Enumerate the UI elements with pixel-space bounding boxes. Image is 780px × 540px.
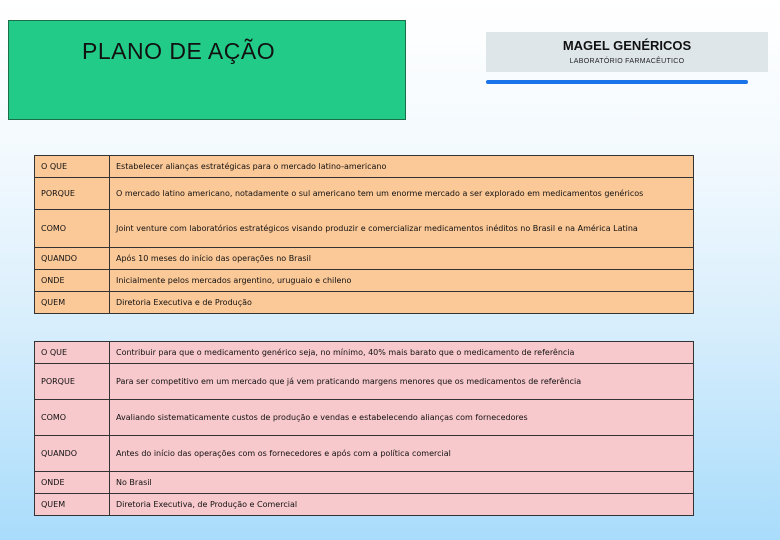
table-row [35, 156, 694, 178]
row-key: COMO [35, 210, 110, 248]
brand-header [486, 32, 768, 72]
action-plan-table-2 [34, 341, 694, 516]
table-row [35, 292, 694, 314]
row-value: Avaliando sistematicamente custos de produção e vendas e estabelecendo alianças com fornecedores [110, 400, 694, 436]
row-value: No Brasil [110, 472, 694, 494]
row-key: QUEM [35, 292, 110, 314]
title-box [8, 20, 406, 120]
row-key: QUEM [35, 494, 110, 516]
row-key: COMO [35, 400, 110, 436]
row-key: O QUE [35, 156, 110, 178]
table-row [35, 210, 694, 248]
row-value: O mercado latino americano, notadamente o sul americano tem um enorme mercado a ser explorado em medicamentos genéricos [110, 178, 694, 210]
table-row [35, 400, 694, 436]
row-key: PORQUE [35, 178, 110, 210]
row-value: Inicialmente pelos mercados argentino, uruguaio e chileno [110, 270, 694, 292]
table-row [35, 472, 694, 494]
page-title: PLANO DE AÇÃO [82, 38, 276, 64]
row-value: Diretoria Executiva e de Produção [110, 292, 694, 314]
row-key: PORQUE [35, 364, 110, 400]
table-row [35, 494, 694, 516]
brand-name: MAGEL GENÉRICOS [562, 38, 692, 53]
table-row [35, 364, 694, 400]
row-value: Antes do início das operações com os fornecedores e após com a política comercial [110, 436, 694, 472]
action-plan-table-1 [34, 155, 694, 314]
row-key: ONDE [35, 270, 110, 292]
table-row [35, 436, 694, 472]
row-value: Após 10 meses do início das operações no Brasil [110, 248, 694, 270]
table-row [35, 248, 694, 270]
row-value: Diretoria Executiva, de Produção e Comercial [110, 494, 694, 516]
accent-divider [486, 80, 748, 84]
row-key: O QUE [35, 342, 110, 364]
table-row [35, 178, 694, 210]
brand-subtitle: LABORATÓRIO FARMACÊUTICO [569, 58, 685, 65]
row-value: Contribuir para que o medicamento genérico seja, no mínimo, 40% mais barato que o medicamento de referência [110, 342, 694, 364]
row-value: Para ser competitivo em um mercado que já vem praticando margens menores que os medicamentos de referência [110, 364, 694, 400]
table-row [35, 270, 694, 292]
table-row [35, 342, 694, 364]
row-key: QUANDO [35, 248, 110, 270]
row-key: ONDE [35, 472, 110, 494]
row-value: Estabelecer alianças estratégicas para o mercado latino-americano [110, 156, 694, 178]
row-key: QUANDO [35, 436, 110, 472]
row-value: Joint venture com laboratórios estratégicos visando produzir e comercializar medicamentos inéditos no Brasil e na América Latina [110, 210, 694, 248]
